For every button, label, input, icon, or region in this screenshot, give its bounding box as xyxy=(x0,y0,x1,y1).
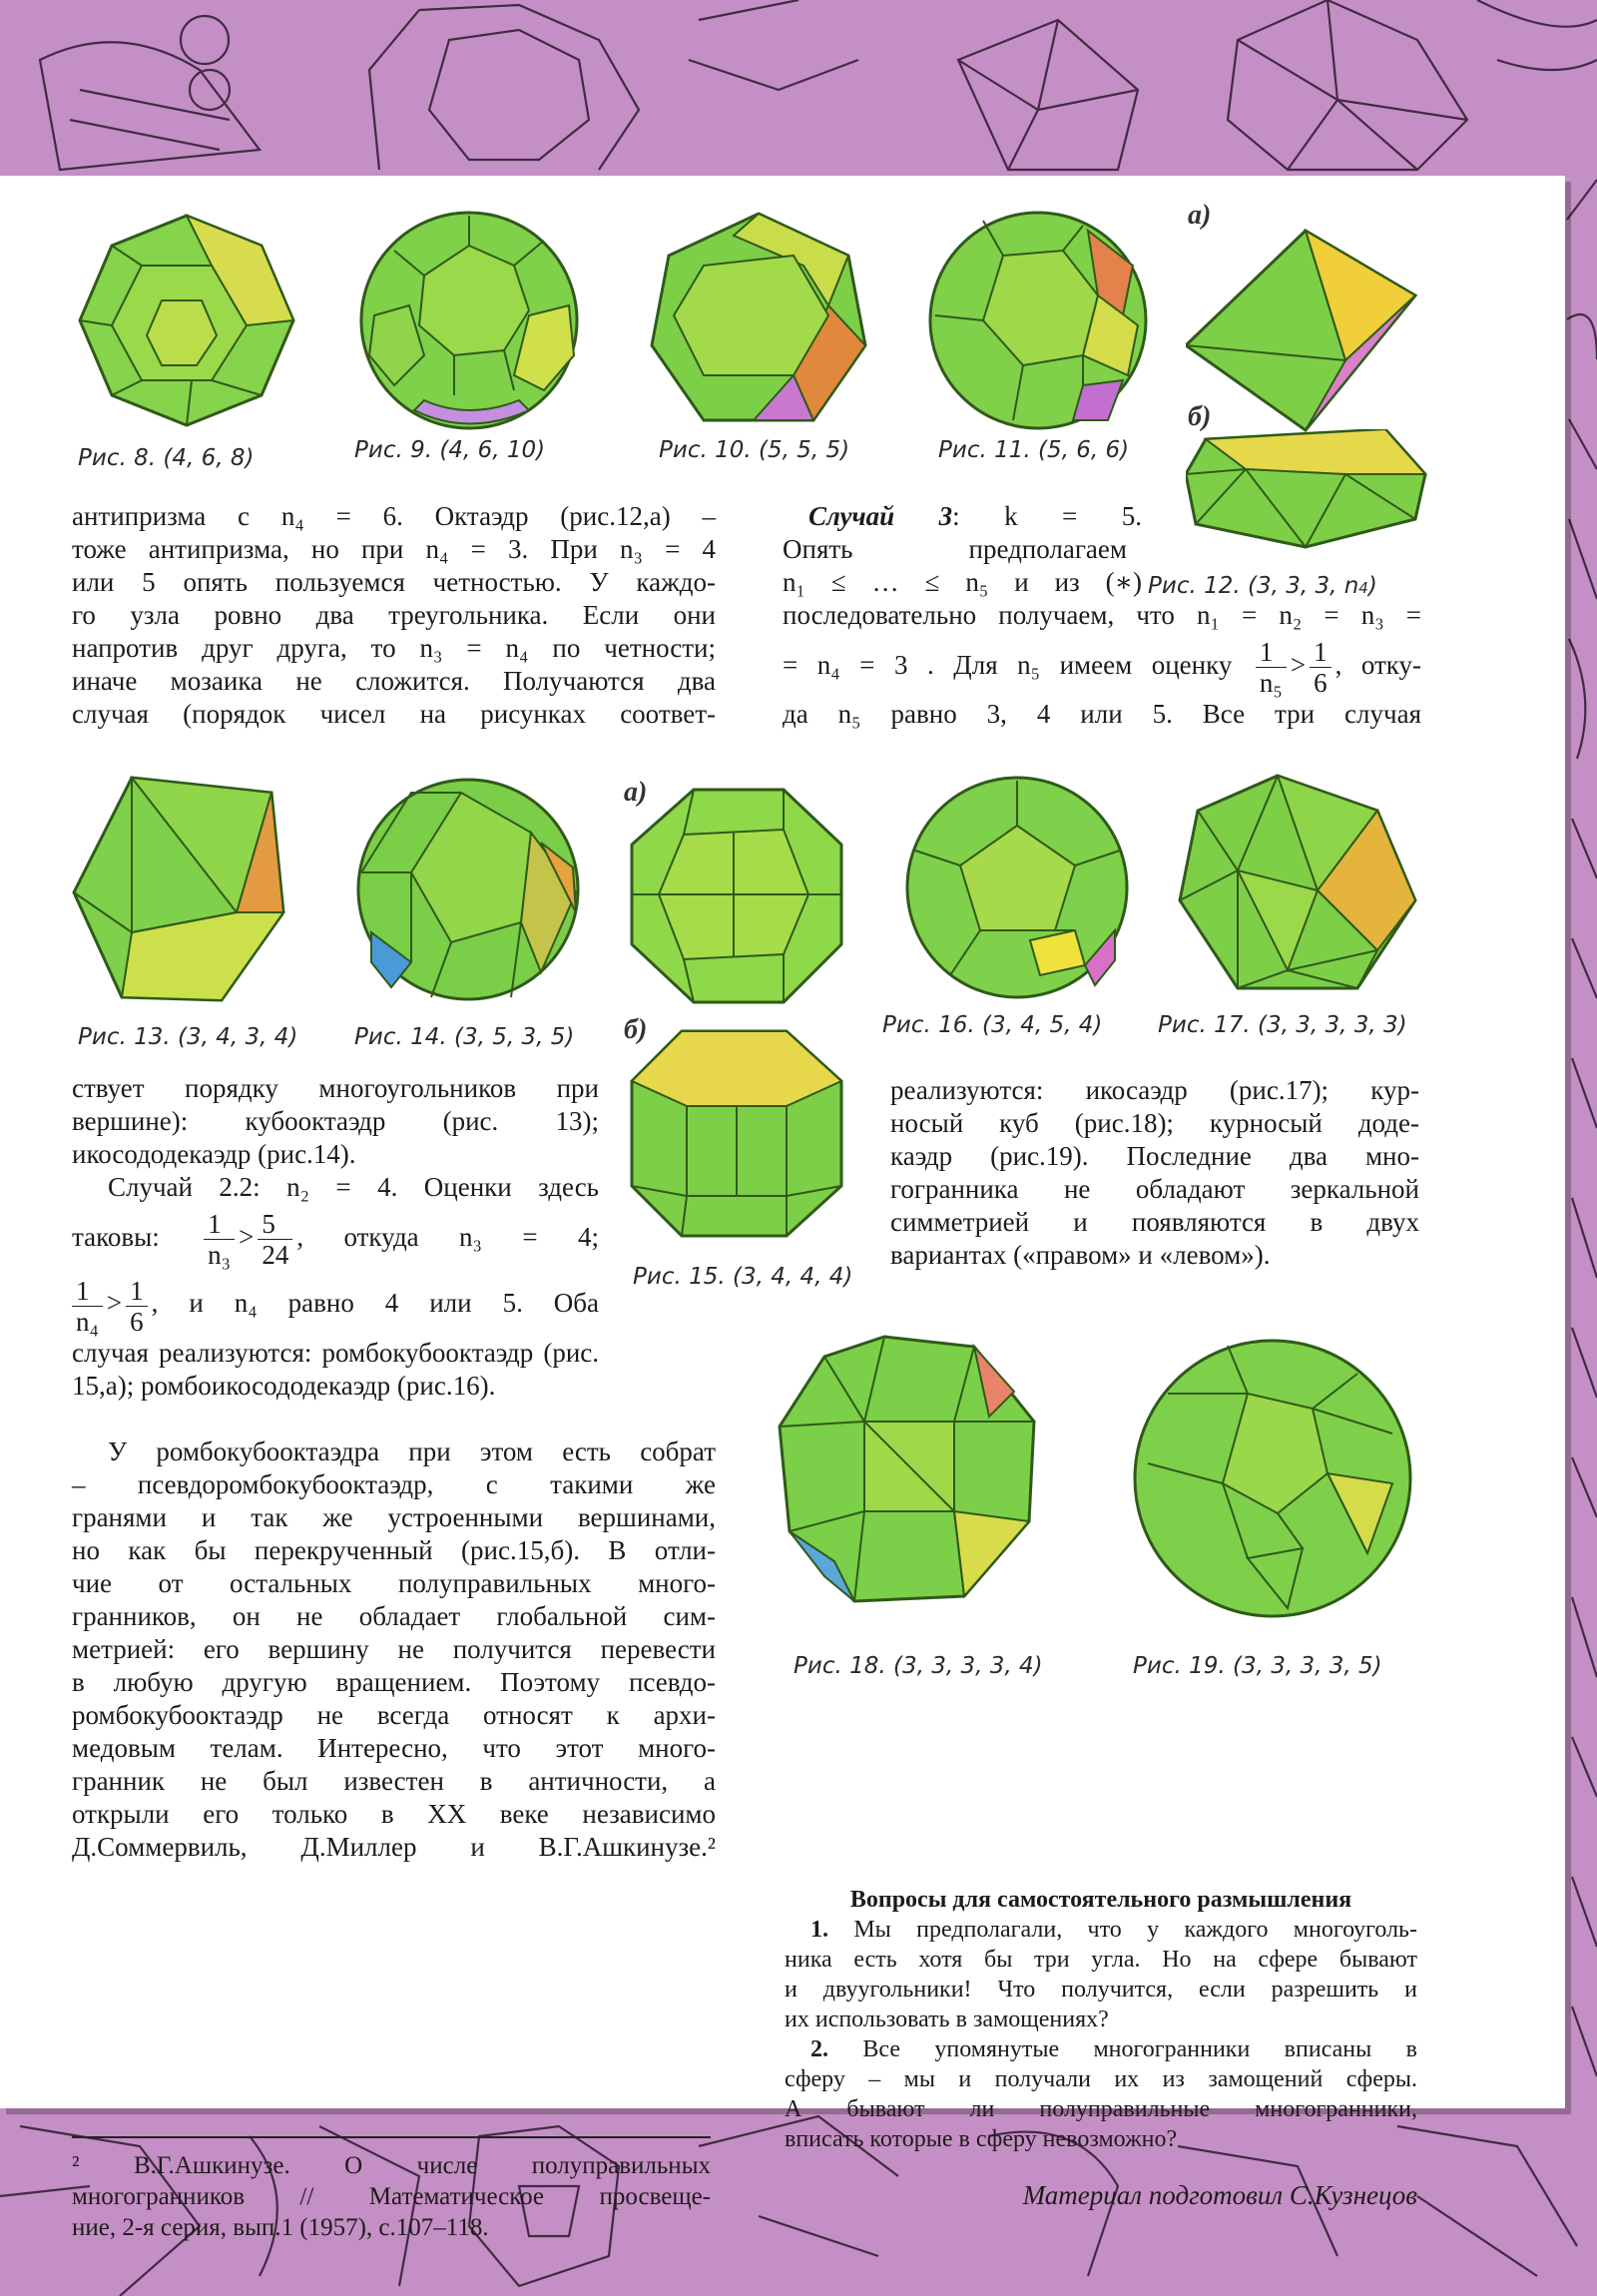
text-line: го узла ровно два треугольника. Если они xyxy=(72,600,716,630)
text-line-fraction: $\frac{1}{\text{n₄}}$ > $\frac{1}{6}$ , и n₄ равно 4 или 5. Оба xyxy=(72,1270,599,1336)
caption-fig12: Рис. 12. (3, 3, 3, n4) xyxy=(1148,573,1377,599)
figure-15b xyxy=(627,1026,848,1241)
figure-14 xyxy=(351,773,586,1007)
text-line: напротив друг друга, то n₃ = n₄ по четности; xyxy=(72,633,716,663)
text-line: реализуются: икосаэдр (рис.17); кур- xyxy=(890,1075,1419,1105)
question-number: 1. xyxy=(810,1917,828,1943)
text-line: каэдр (рис.19). Последние два мно- xyxy=(890,1141,1419,1171)
fraction: $\frac{1}{6}$ xyxy=(1310,637,1331,698)
text-line: икосододекаэдр (рис.14). xyxy=(72,1139,356,1169)
text-left-mid xyxy=(72,1072,599,1403)
caption-fig8: Рис. 8. (4, 6, 8) xyxy=(78,445,255,471)
footnote-rule xyxy=(72,2136,711,2138)
text-right-mid xyxy=(890,1074,1419,1272)
text-line-fraction: = n₄ = 3 . Для n₅ имеем оценку $\frac{1}{\text{n₅}}$ > $\frac{1}{6}$ , отку- xyxy=(783,637,1422,699)
figure-8 xyxy=(72,206,301,435)
text-line: Опять предполагаем xyxy=(783,534,1127,564)
text-line: и двуугольники! Что получится, если разрешить и xyxy=(785,1977,1417,2003)
label-12b: б) xyxy=(1188,401,1212,432)
text-line: А бывают ли полуправильные многогранники, xyxy=(785,2096,1417,2122)
figure-18 xyxy=(775,1332,1044,1611)
text-line: чие от остальных полуправильных много- xyxy=(72,1568,716,1598)
text-line: гранников, он не обладает глобальной сим- xyxy=(72,1601,716,1631)
figure-9 xyxy=(354,206,584,435)
text-line: ствует порядку многоугольников при xyxy=(72,1073,599,1103)
text-line-fraction: таковы: $\frac{1}{\text{n₃}}$ > $\frac{5}{24}$ , откуда n₃ = 4; xyxy=(72,1209,600,1271)
text-line: сферу – мы и получали их из замощений сферы. xyxy=(785,2066,1417,2092)
figure-19 xyxy=(1128,1334,1417,1623)
figure-17 xyxy=(1178,771,1417,995)
text-line: случая реализуются: ромбокубооктаэдр (рис. xyxy=(72,1337,599,1368)
caption-fig16: Рис. 16. (3, 4, 5, 4) xyxy=(882,1012,1103,1038)
text-line: многогранников // Математическое просвеще- xyxy=(72,2183,711,2210)
text-line: последовательно получаем, что n₁ = n₂ = n₃ = xyxy=(783,600,1421,630)
text-left-top xyxy=(72,500,716,731)
text-line: да n₅ равно 3, 4 или 5. Все три случая xyxy=(783,699,1421,730)
text-line: но как бы перекрученный (рис.15,б). В отли- xyxy=(72,1535,716,1565)
text-line: метрией: его вершину не получится перевести xyxy=(72,1634,716,1664)
caption-fig17: Рис. 17. (3, 3, 3, 3, 3) xyxy=(1158,1012,1407,1038)
text-line: их использовать в замощениях? xyxy=(785,2007,1109,2032)
text-line: Д.Соммервиль, Д.Миллер и В.Г.Ашкинузе.² xyxy=(72,1832,716,1862)
text-case3 xyxy=(783,500,1421,731)
figure-15a xyxy=(624,785,848,1009)
caption-fig19: Рис. 19. (3, 3, 3, 3, 5) xyxy=(1133,1653,1382,1679)
text-line: вариантах («правом» и «левом»). xyxy=(890,1240,1271,1270)
text-line: случая (порядок чисел на рисунках соответ- xyxy=(72,699,716,729)
text-line: ромбокубооктаэдр не всегда относят к архи- xyxy=(72,1700,716,1730)
text-line: Случай 2.2: n₂ = 4. Оценки здесь xyxy=(108,1172,599,1202)
case3-heading: Случай 3 xyxy=(808,501,953,531)
caption-fig18: Рис. 18. (3, 3, 3, 3, 4) xyxy=(794,1653,1043,1679)
text-line: n₁ ≤ … ≤ n₅ и из (∗) xyxy=(783,567,1142,597)
caption-fig9: Рис. 9. (4, 6, 10) xyxy=(354,437,546,463)
text-left-bottom xyxy=(72,1435,716,1864)
questions-block: Вопросы для самостоятельного размышления 1. Мы предполагали, что у каждого многоуголь- ника есть хотя бы три угла. Но на сфере бывают и двуугольники! Что получится, если разрешить и их использовать в замощениях? 2. Все упомянутые многогранники вписаны в сферу – мы и получали их из замощений сферы. А бывают ли полуправильные многогранники, вписать которые в сферу невозможно? xyxy=(785,1887,1417,2152)
footnote xyxy=(72,2150,711,2243)
figure-12a xyxy=(1186,226,1425,435)
caption-fig13: Рис. 13. (3, 4, 3, 4) xyxy=(78,1024,298,1050)
text-line: тоже антипризма, но при n₄ = 3. При n₃ = 4 xyxy=(72,534,716,564)
fraction: $\frac{1}{\text{n₅}}$ xyxy=(1256,637,1287,698)
text-line: ника есть хотя бы три угла. Но на сфере бывают xyxy=(785,1947,1417,1973)
author-credit: Материал подготовил С.Кузнецов xyxy=(1022,2180,1417,2210)
caption-fig11: Рис. 11. (5, 6, 6) xyxy=(938,437,1130,463)
text-line: открыли его только в XX веке независимо xyxy=(72,1799,716,1829)
text-line: 15,а); ромбоикосододекаэдр (рис.16). xyxy=(72,1370,496,1401)
figure-13 xyxy=(72,773,286,1007)
text-line: симметрией и появляются в двух xyxy=(890,1207,1419,1237)
caption-fig10: Рис. 10. (5, 5, 5) xyxy=(659,437,850,463)
text-line: иначе мозаика не сложится. Получаются два xyxy=(72,666,716,696)
figure-16 xyxy=(900,771,1135,1005)
figure-10 xyxy=(644,206,873,435)
label-15b: б) xyxy=(624,1014,648,1045)
text-line: – псевдоромбокубооктаэдр, с такими же xyxy=(72,1469,716,1499)
caption-fig15: Рис. 15. (3, 4, 4, 4) xyxy=(633,1264,853,1290)
text-line: ² В.Г.Ашкинузе. О числе полуправильных xyxy=(72,2152,711,2179)
text-line: гранями и так же устроенными вершинами, xyxy=(72,1502,716,1532)
text-line: антипризма с n₄ = 6. Октаэдр (рис.12,а) – xyxy=(72,501,716,531)
text-line: в любую другую вращением. Поэтому псевдо- xyxy=(72,1667,716,1697)
label-12a: а) xyxy=(1188,200,1212,231)
text-line: вписать которые в сферу невозможно? xyxy=(785,2126,1178,2152)
text-line: У ромбокубооктаэдра при этом есть собрат xyxy=(108,1436,716,1466)
case3-k: : k = 5. xyxy=(952,501,1142,531)
text-line: ние, 2-я серия, вып.1 (1957), с.107–118. xyxy=(72,2214,489,2241)
question-number: 2. xyxy=(810,2036,828,2062)
text-line: гранник не был известен в античности, а xyxy=(72,1766,716,1796)
text-line: гогранника не обладают зеркальной xyxy=(890,1174,1419,1204)
caption-fig14: Рис. 14. (3, 5, 3, 5) xyxy=(354,1024,575,1050)
label-15a: а) xyxy=(624,777,648,808)
text-line: или 5 опять пользуемся четностью. У каждо- xyxy=(72,567,716,597)
questions-heading: Вопросы для самостоятельного размышления xyxy=(849,1887,1352,1913)
text-line: медовым телам. Интересно, что этот много- xyxy=(72,1733,716,1763)
page xyxy=(0,176,1565,2241)
figure-11 xyxy=(923,206,1153,435)
text-line: носый куб (рис.18); курносый доде- xyxy=(890,1108,1419,1138)
text-line: вершине): кубооктаэдр (рис. 13); xyxy=(72,1106,599,1136)
